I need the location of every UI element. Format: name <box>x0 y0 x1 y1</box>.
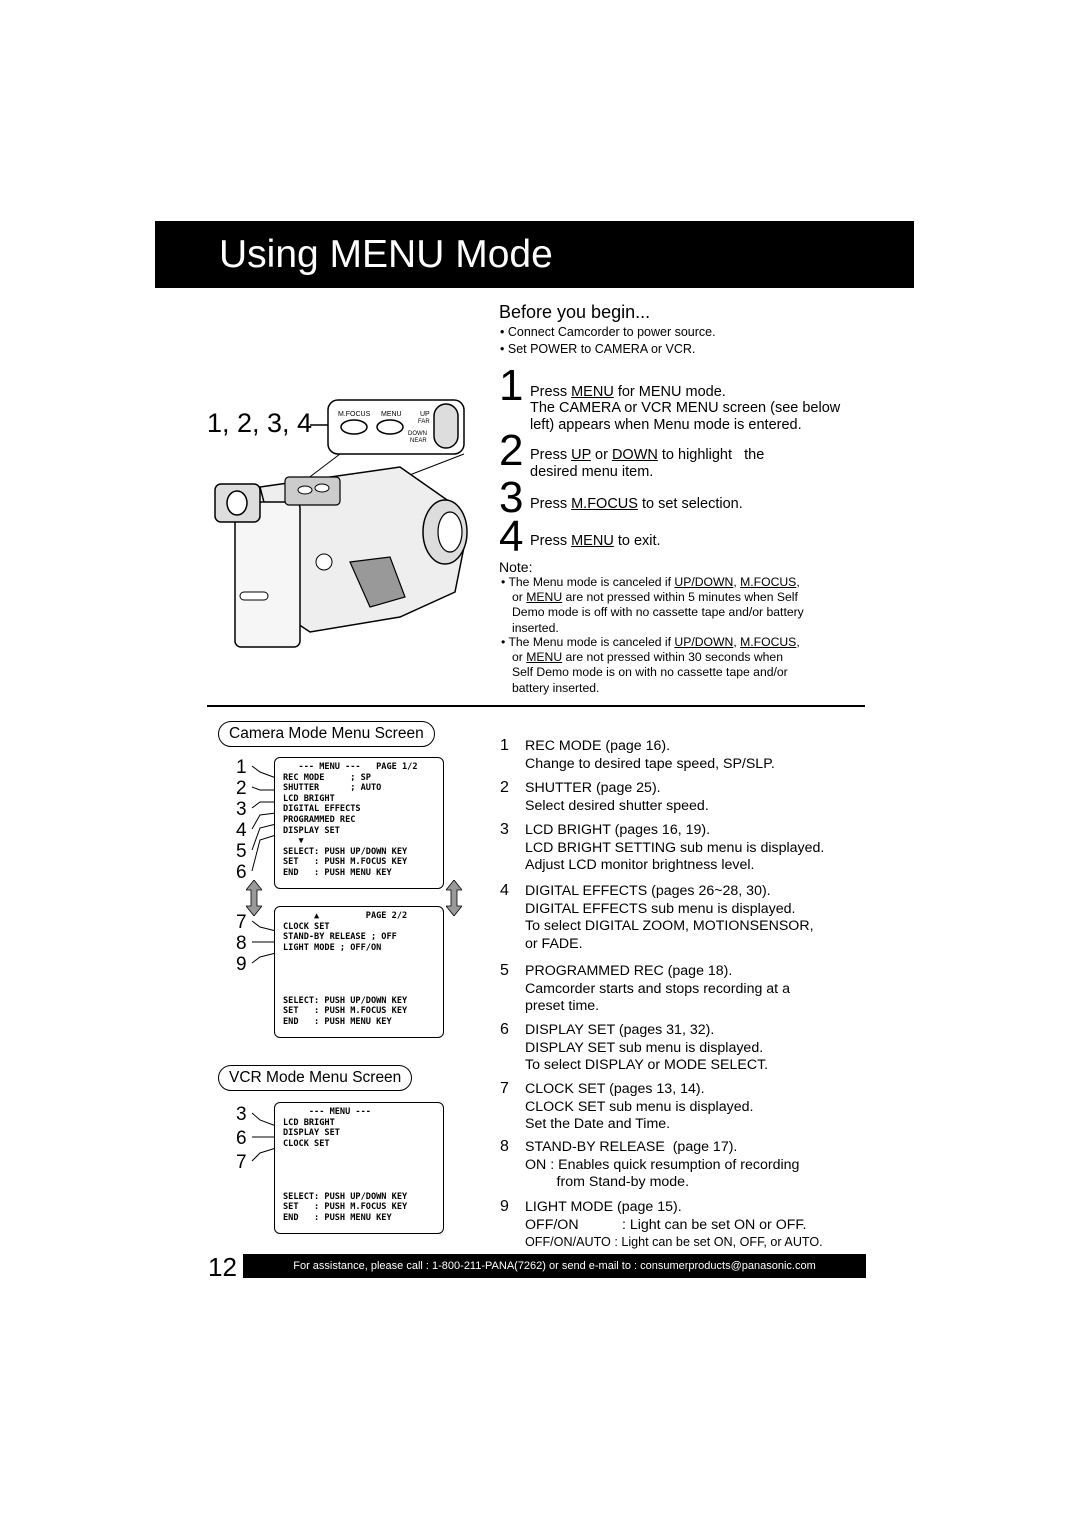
camera-menu-label: Camera Mode Menu Screen <box>218 721 435 747</box>
before-heading: Before you begin... <box>499 302 651 322</box>
svg-text:FAR: FAR <box>418 419 430 425</box>
figure-step-label: 1, 2, 3, 4 <box>207 408 313 438</box>
step-extra: desired menu item. <box>530 464 654 480</box>
menu-item: 3 LCD BRIGHT (pages 16, 19). LCD BRIGHT SETTING sub menu is displayed. Adjust LCD monitor brightness level. <box>500 821 825 873</box>
step-text: Press M.FOCUS to set selection. <box>530 496 743 512</box>
menu-item: 4 DIGITAL EFFECTS (pages 26~28, 30). DIGITAL EFFECTS sub menu is displayed. To select DIGITAL ZOOM, MOTIONSENSOR, or FADE. <box>500 882 814 952</box>
camera-page2-numbers: 7 8 9 <box>236 912 247 975</box>
scroll-arrow-icon <box>446 880 462 916</box>
svg-text:UP: UP <box>420 411 430 418</box>
step-number: 1 <box>499 361 524 410</box>
menu-item: 8 STAND-BY RELEASE (page 17). ON : Enables quick resumption of recording from Stand-by mode. <box>500 1138 800 1190</box>
menu-item: 9 LIGHT MODE (page 15). OFF/ON : Light can be set ON or OFF. OFF/ON/AUTO : Light can be set ON, OFF, or AUTO. <box>500 1198 823 1249</box>
menu-item: 6 DISPLAY SET (pages 31, 32). DISPLAY SET sub menu is displayed. To select DISPLAY or MODE SELECT. <box>500 1021 769 1073</box>
svg-text:NEAR: NEAR <box>410 438 427 444</box>
scroll-arrow-icon <box>246 880 262 916</box>
before-bullet: • Set POWER to CAMERA or VCR. <box>500 342 696 356</box>
vcr-menu-label: VCR Mode Menu Screen <box>218 1065 412 1091</box>
menu-item: 5 PROGRAMMED REC (page 18). Camcorder starts and stops recording at a preset time. <box>500 962 790 1014</box>
step-text: Press MENU for MENU mode. <box>530 384 726 400</box>
camera-menu-page2-screen: ▲ PAGE 2/2 CLOCK SET STAND-BY RELEASE ; OFF LIGHT MODE ; OFF/ON SELECT: PUSH UP/DOWN KEY SET : PUSH M.FOCUS KEY END : PUSH MENU KEY <box>274 906 444 1038</box>
step-extra: The CAMERA or VCR MENU screen (see below <box>530 400 841 416</box>
step-number: 4 <box>499 512 524 561</box>
note-item: • The Menu mode is canceled if UP/DOWN, M.FOCUS, or MENU are not pressed within 5 minutes when Self Demo mode is off with no cassette tape and/or battery inserted. <box>501 575 804 635</box>
step-text: Press MENU to exit. <box>530 533 661 549</box>
svg-text:MENU: MENU <box>381 411 402 418</box>
menu-item-list <box>500 738 870 1269</box>
svg-text:DOWN: DOWN <box>408 431 427 437</box>
step-number: 3 <box>499 473 524 522</box>
vcr-menu-screen: --- MENU --- LCD BRIGHT DISPLAY SET CLOCK SET SELECT: PUSH UP/DOWN KEY SET : PUSH M.FOCUS KEY END : PUSH MENU KEY <box>274 1102 444 1234</box>
footer-assistance-bar: For assistance, please call : 1-800-211-PANA(7262) or send e-mail to : consumerproducts@panasonic.com <box>243 1254 866 1278</box>
page-title-bar <box>155 221 914 288</box>
before-bullet: • Connect Camcorder to power source. <box>500 325 716 339</box>
mfocus-label: M.FOCUS <box>338 411 371 418</box>
step-extra: left) appears when Menu mode is entered. <box>530 417 802 433</box>
camera-page1-numbers: 1 2 3 4 5 6 <box>236 757 247 883</box>
camera-menu-page1-screen: --- MENU --- PAGE 1/2 REC MODE ; SP SHUTTER ; AUTO LCD BRIGHT DIGITAL EFFECTS PROGRAMMED REC DISPLAY SET ▼ SELECT: PUSH UP/DOWN KEY SET : PUSH M.FOCUS KEY END : PUSH MENU KEY <box>274 757 444 889</box>
note-item: • The Menu mode is canceled if UP/DOWN, M.FOCUS, or MENU are not pressed within 30 seconds when Self Demo mode is on with no cassette tape and/or battery inserted. <box>501 635 800 695</box>
section-divider <box>207 705 865 707</box>
step-text: Press UP or DOWN to highlight the <box>530 447 765 463</box>
page-title: Using MENU Mode <box>219 233 553 276</box>
menu-item: 2 SHUTTER (page 25). Select desired shutter speed. <box>500 779 709 814</box>
menu-item: 7 CLOCK SET (pages 13, 14). CLOCK SET sub menu is displayed. Set the Date and Time. <box>500 1080 754 1132</box>
page-number: 12 <box>208 1252 237 1282</box>
note-label: Note: <box>499 559 533 575</box>
step-number: 2 <box>499 426 524 475</box>
camcorder-illustration <box>200 392 480 662</box>
vcr-numbers: 3 6 7 <box>236 1104 247 1173</box>
menu-item: 1 REC MODE (page 16). Change to desired tape speed, SP/SLP. <box>500 737 775 772</box>
